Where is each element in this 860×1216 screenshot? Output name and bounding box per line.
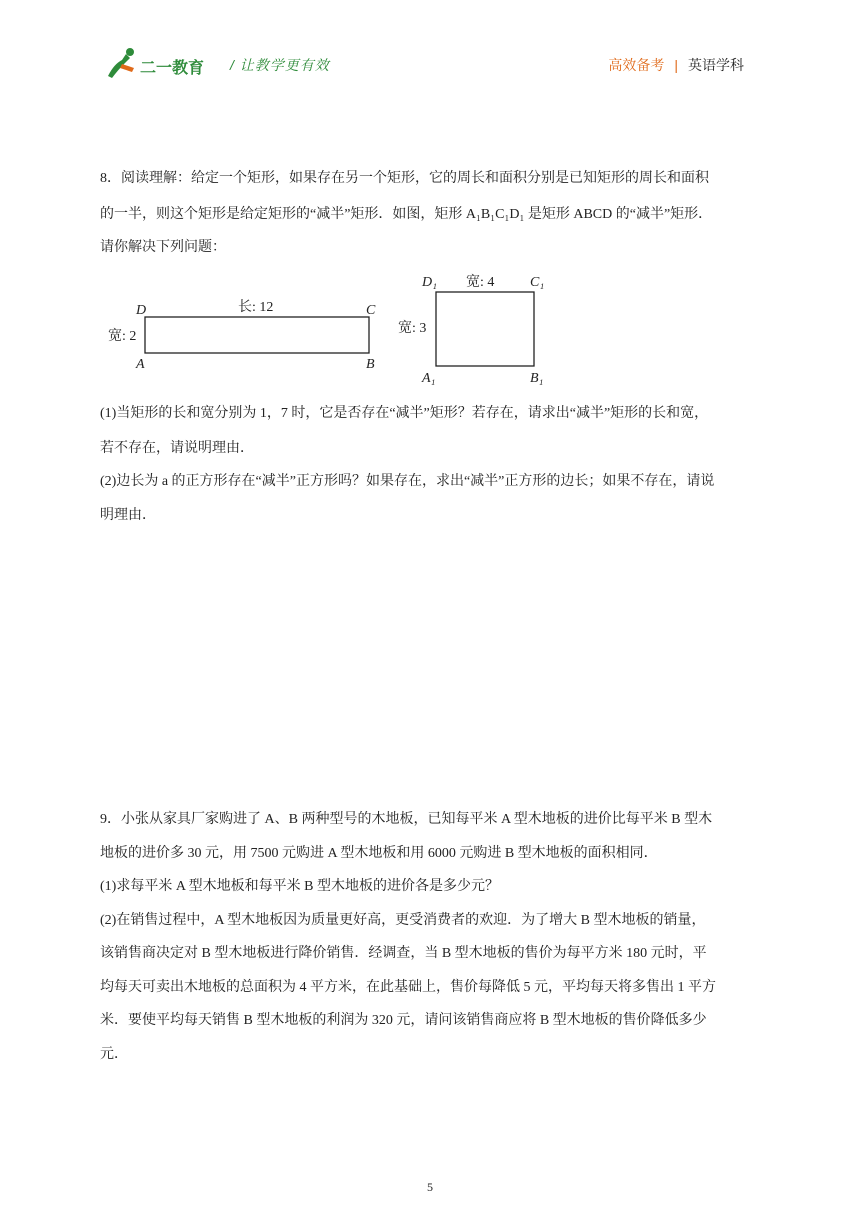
q9-part2-line5: 元． [100,1047,128,1062]
logo-icon [104,46,216,82]
q8-intro-line1: 8．阅读理解：给定一个矩形，如果存在另一个矩形，它的周长和面积分别是已知矩形的周长和面积 [100,171,709,186]
slogan: / 让教学更有效 [230,57,330,73]
label-d1: D₁ [422,275,437,290]
label-c1: C₁ [530,275,545,290]
q9-part2-line1: (2)在销售过程中，A 型木地板因为质量更好高，更受消费者的欢迎．为了增大 B 型木地板的销量， [100,913,706,928]
q9-intro-line2: 地板的进价多 30 元，用 7500 元购进 A 型木地板和用 6000 元购进 B 型木地板的面积相同． [100,846,658,861]
label-b1: B₁ [530,371,544,386]
rectangles-figure [100,262,560,390]
length-label: 长: 12 [238,300,274,315]
rect-abcd [145,317,369,353]
label-c: C [366,303,376,318]
q8-part2-line2: 明理由． [100,508,156,523]
q9-part2-line3: 均每天可卖出木地板的总面积为 4 平方米，在此基础上，售价每降低 5 元，平均每天将多售出 1 平方 [100,980,716,995]
r-width-left-label: 宽: 3 [398,321,427,336]
rect-a1b1c1d1 [436,292,534,366]
page-header [0,0,860,110]
header-subject [608,55,744,75]
label-a: A [136,357,145,372]
label-a1: A₁ [422,371,436,386]
header-label-exam: 高效备考 [608,57,665,73]
width-label: 宽: 2 [108,329,137,344]
page-number: 5 [427,1180,433,1194]
r-width-top-label: 宽: 4 [466,275,495,290]
label-b: B [366,357,375,372]
q8-part1-line2: 若不存在，请说明理由． [100,441,254,456]
q8-intro-line3: 请你解决下列问题： [100,240,226,255]
q8-part1-line1: (1)当矩形的长和宽分别为 1，7 时，它是否存在“减半”矩形？若存在，请求出“减半”矩形的长和宽， [100,406,709,421]
header-separator: | [674,57,678,73]
q8-part2-line1: (2)边长为 a 的正方形存在“减半”正方形吗？如果存在，求出“减半”正方形的边长；如果不存在，请说 [100,474,715,489]
q9-part2-line2: 该销售商决定对 B 型木地板进行降价销售．经调查，当 B 型木地板的售价为每平方米 180 元时，平 [100,946,707,961]
q8-intro-line2: 的一半，则这个矩形是给定矩形的“减半”矩形．如图，矩形 A₁B₁C₁D₁ 是矩形 ABCD 的“减半”矩形． [100,207,713,222]
q9-intro-line1: 9．小张从家具厂家购进了 A、B 两种型号的木地板，已知每平米 A 型木地板的进价比每平米 B 型木 [100,812,713,827]
header-label-subject: 英语学科 [688,57,744,73]
label-d: D [136,303,147,318]
svg-text:二一教育: 二一教育 [140,60,205,77]
q9-part2-line4: 米．要使平均每天销售 B 型木地板的利润为 320 元，请问该销售商应将 B 型木地板的售价降低多少 [100,1013,707,1028]
q9-part1: (1)求每平米 A 型木地板和每平米 B 型木地板的进价各是多少元？ [100,879,499,894]
